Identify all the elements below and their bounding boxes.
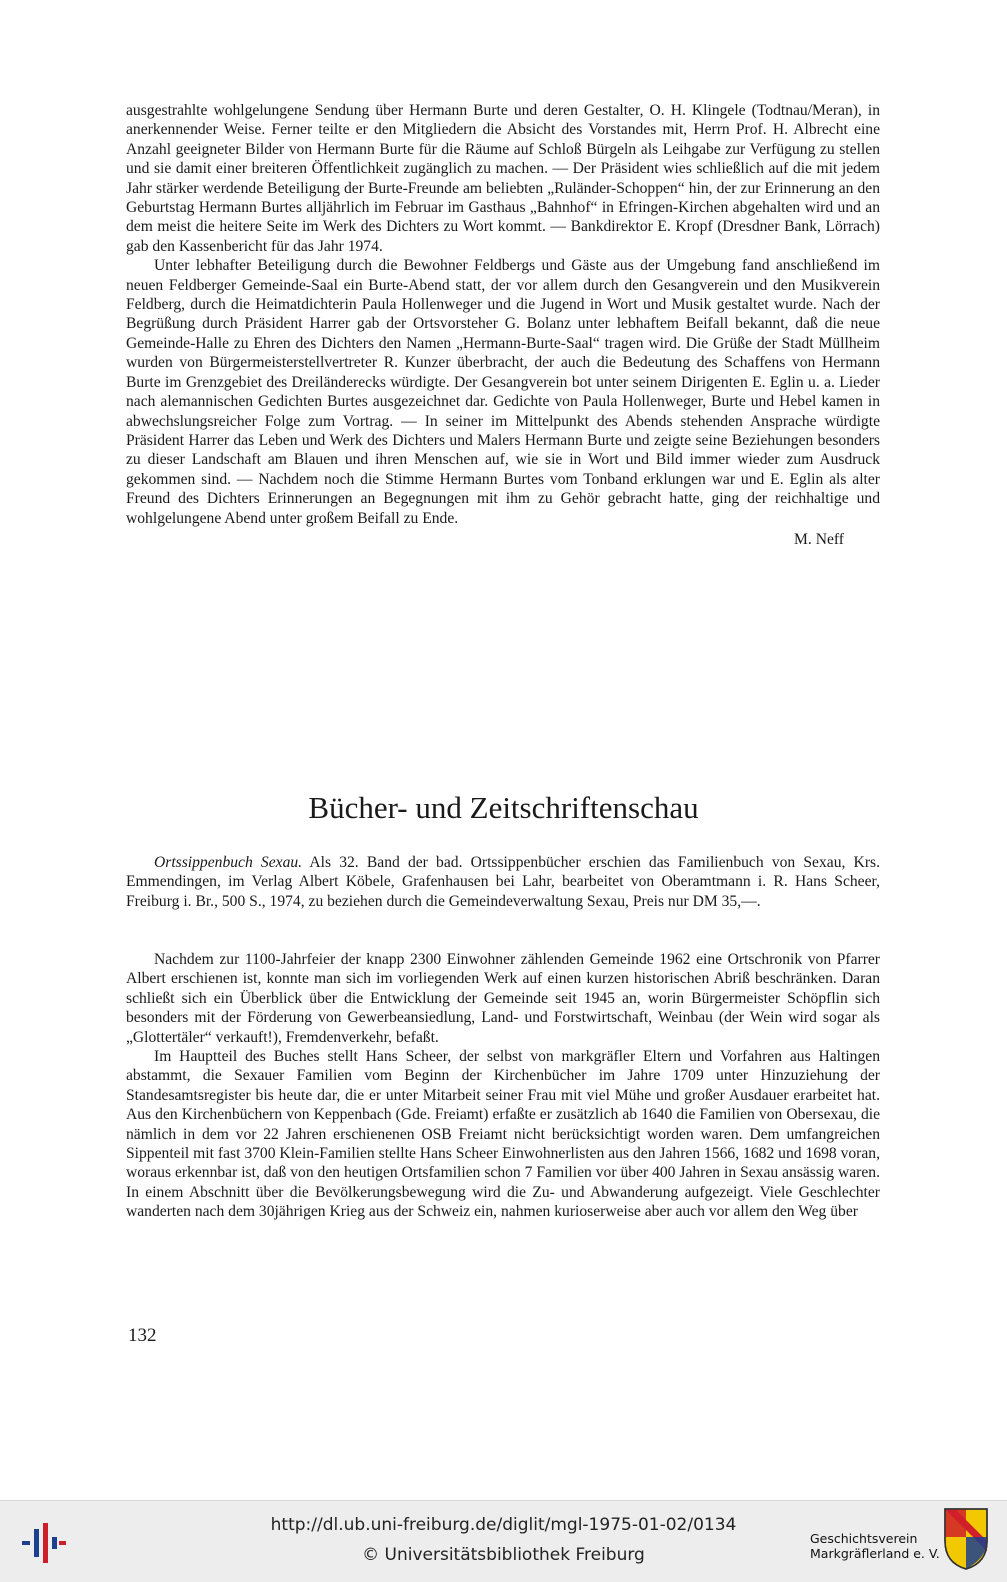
article-continuation bbox=[126, 101, 880, 550]
book-review-entry bbox=[126, 853, 880, 911]
page-number: 132 bbox=[128, 1325, 157, 1346]
copyright-notice: © Universitätsbibliothek Freiburg bbox=[362, 1545, 645, 1565]
section-heading: Bücher- und Zeitschriftenschau bbox=[308, 790, 699, 825]
article-paragraph-2: Unter lebhafter Beteiligung durch die Bewohner Feldbergs und Gäste aus der Umgebung fand anschließend im neuen Feldberger Gemeinde-Saal ein Burte-Abend statt, der vor allem durch den Gesangverein und den Musikverein Feldberg, durch die Heimatdichterin Paula Hollenweger und die Jugend in Wort und Musik gestaltet wurde. Nach der Begrüßung durch Präsident Harrer gab der Ortsvorsteher G. Bolanz unter lebhaftem Beifall bekannt, daß die neue Gemeinde-Halle zu Ehren des Dichters den Namen „Hermann-Burte-Saal“ tragen wird. Die Grüße der Stadt Müllheim wurden von Bürgermeisterstellvertreter R. Kunzer überbracht, der auch die Bedeutung des Schaffens von Hermann Burte im Grenzgebiet des Dreiländerecks würdigte. Der Gesangverein bot unter seinem Dirigenten E. Eglin u. a. Lieder nach alemannischen Gedichten Burtes ausgezeichnet dar. Gedichte von Paula Hollenweger, Burte und Hebel kamen in abwechslungsreicher Folge zum Vortrag. — In seiner im Mittelpunkt des Abends stehenden Ansprache würdigte Präsident Harrer das Leben und Werk des Dichters und Malers Hermann Burte und zeigte seine Beziehungen besonders zu dieser Landschaft am Blauen und ihren Menschen auf, wie sie in Wort und Bild immer wieder zum Ausdruck gekommen sind. — Nachdem noch die Stimme Hermann Burtes vom Tonband erklungen war und E. Eglin als alter Freund des Dichters Erinnerungen an Begegnungen mit ihm zu Gehör gebracht hatte, ging der reichhaltige und wohlgelungene Abend unter großem Beifall zu Ende. bbox=[126, 257, 880, 527]
footer-bar bbox=[0, 1500, 1007, 1582]
review-paragraph-2: Im Hauptteil des Buches stellt Hans Scheer, der selbst von markgräfler Eltern und Vorfahren aus Haltingen abstammt, die Sexauer Familien vom Beginn der Kirchenbücher im Jahre 1709 unter Hinzuziehung der Standesamtsregister bis heute dar, die er unter Mitarbeit seiner Frau mit viel Mühe und großer Ausdauer erarbeitet hat. Aus den Kirchenbüchern von Keppenbach (Gde. Freiamt) erfaßte er zusätzlich ab 1640 die Familien von Obersexau, die nämlich in dem vor 22 Jahren erschienenen OSB Freiamt nicht berücksichtigt worden waren. Dem umfangreichen Sippenteil mit fast 3700 Klein-Familien stellte Hans Scheer Einwohnerlisten aus den Jahren 1566, 1682 und 1698 voran, woraus erkennbar ist, daß von den heutigen Ortsfamilien schon 7 Familien vor über 400 Jahren in Sexau ansässig waren. In einem Abschnitt über die Bevölkerungsbewegung wird die Zu- und Abwanderung aufgezeigt. Viele Geschlechter wanderten nach dem 30jährigen Krieg aus der Schweiz ein, nahmen kurioserweise aber auch vor allem den Weg über bbox=[126, 1048, 880, 1221]
book-review-body bbox=[126, 950, 880, 1222]
org-line-1: Geschichtsverein bbox=[810, 1531, 918, 1546]
org-line-2: Markgräflerland e. V. bbox=[810, 1546, 940, 1561]
article-paragraph-1: ausgestrahlte wohlgelungene Sendung über Hermann Burte und deren Gestalter, O. H. Klingele (Todtnau/Meran), in anerkennender Weise. Ferner teilte er den Mitgliedern die Absicht des Vorstandes mit, Herrn Prof. H. Albrecht eine Anzahl geeigneter Bilder von Hermann Burte für die Räume auf Schloß Bürgeln als Leihgabe zur Verfügung zu stellen und sie damit einer breiteren Öffentlichkeit zugänglich zu machen. — Der Präsident wies schließlich auf die mit jedem Jahr stärker werdende Beteiligung der Burte-Freunde am beliebten „Ruländer-Schoppen“ hin, der zur Erinnerung an den Geburtstag Hermann Burtes alljährlich im Februar im Gasthaus „Bahnhof“ in Efringen-Kirchen abgehalten wird und an dem meist die heitere Seite im Werk des Dichters zu Wort kommt. — Bankdirektor E. Kropf (Dresdner Bank, Lörrach) gab den Kassenbericht für das Jahr 1974. bbox=[126, 102, 880, 255]
entry-intro-paragraph bbox=[126, 853, 880, 911]
entry-intro: Als 32. Band der bad. Ortssippenbücher erschien das Familienbuch von Sexau, Krs. Emmendingen, im Verlag Albert Köbele, Grafenhausen bei Lahr, bearbeitet von Oberamtmann i. R. Hans Scheer, Freiburg i. Br., 500 S., 1974, zu beziehen durch die Gemeindeverwaltung Sexau, Preis nur DM 35,—. bbox=[126, 854, 880, 910]
entry-title: Ortssippenbuch Sexau. bbox=[154, 854, 303, 871]
organization-name bbox=[810, 1531, 940, 1561]
review-paragraph-1: Nachdem zur 1100-Jahrfeier der knapp 2300 Einwohner zählenden Gemeinde 1962 eine Ortschronik von Pfarrer Albert erschienen ist, konnte man sich im vorliegenden Werk auf einen kurzen historischen Abriß beschränken. Daran schließt sich ein Überblick über die Entwicklung der Gemeinde seit 1945 an, worin Bürgermeister Schöpflin sich besonders mit der Förderung von Gewerbeansiedlung, Land- und Forstwirtschaft, Weinbau (der Wein wird sogar als „Glottertäler“ verkauft!), Fremdenverkehr, befaßt. bbox=[126, 951, 880, 1046]
article-signature: M. Neff bbox=[794, 530, 844, 548]
coat-of-arms-icon bbox=[943, 1507, 989, 1571]
document-url[interactable]: http://dl.ub.uni-freiburg.de/diglit/mgl-1975-01-02/0134 bbox=[270, 1515, 737, 1535]
